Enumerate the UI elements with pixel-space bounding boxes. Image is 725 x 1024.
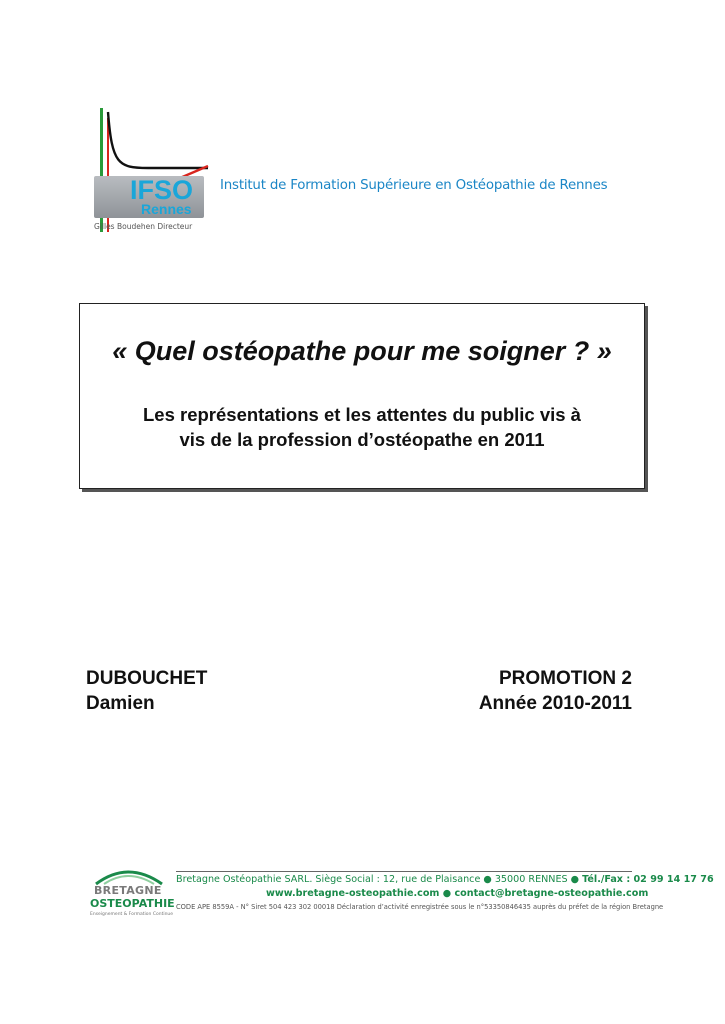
footer-web[interactable]: www.bretagne-osteopathie.com ● contact@bretagne-osteopathie.com (266, 888, 649, 899)
logo-city-text: Rennes (141, 201, 192, 217)
footer-logo-line1: BRETAGNE (94, 884, 162, 897)
footer-address (176, 874, 714, 885)
promotion-year: Année 2010-2011 (478, 693, 632, 714)
footer-phone: Tél./Fax : 02 99 14 17 76 (582, 874, 714, 885)
footer-logo-line2: OSTEOPATHIE (90, 897, 175, 910)
footer-logo (88, 866, 175, 926)
promotion-block (479, 666, 632, 716)
footer-address-text: Bretagne Ostéopathie SARL. Siège Social : 12, rue de Plaisance ● 35000 RENNES ● (176, 874, 580, 885)
logo-director-text: Gilles Boudehen Directeur (94, 222, 193, 231)
author-last-name: DUBOUCHET (86, 668, 208, 689)
footer-logo-tagline: Enseignement & Formation Continue (90, 912, 174, 917)
subtitle-line-1: Les représentations et les attentes du public vis à (143, 404, 581, 425)
title-box (79, 303, 645, 489)
footer-logo-arc-icon (88, 866, 170, 886)
subtitle (100, 402, 624, 452)
footer-legal: CODE APE 8559A - N° Siret 504 423 302 00018 Déclaration d’activité enregistrée sous le n°53350846435 auprès du préfet de la région Bretagne (176, 903, 664, 911)
subtitle-line-2: vis de la profession d’ostéopathe en 2011 (179, 429, 545, 450)
footer-divider (176, 871, 632, 872)
logo-ifso-text: IFSO (130, 175, 194, 205)
promotion-label: PROMOTION 2 (498, 668, 632, 689)
author-first-name: Damien (86, 693, 155, 714)
institute-name: Institut de Formation Supérieure en Ostéopathie de Rennes (220, 178, 608, 193)
main-title: « Quel ostéopathe pour me soigner ? » (112, 336, 612, 366)
author-block (86, 666, 207, 716)
ifso-logo (88, 104, 218, 234)
